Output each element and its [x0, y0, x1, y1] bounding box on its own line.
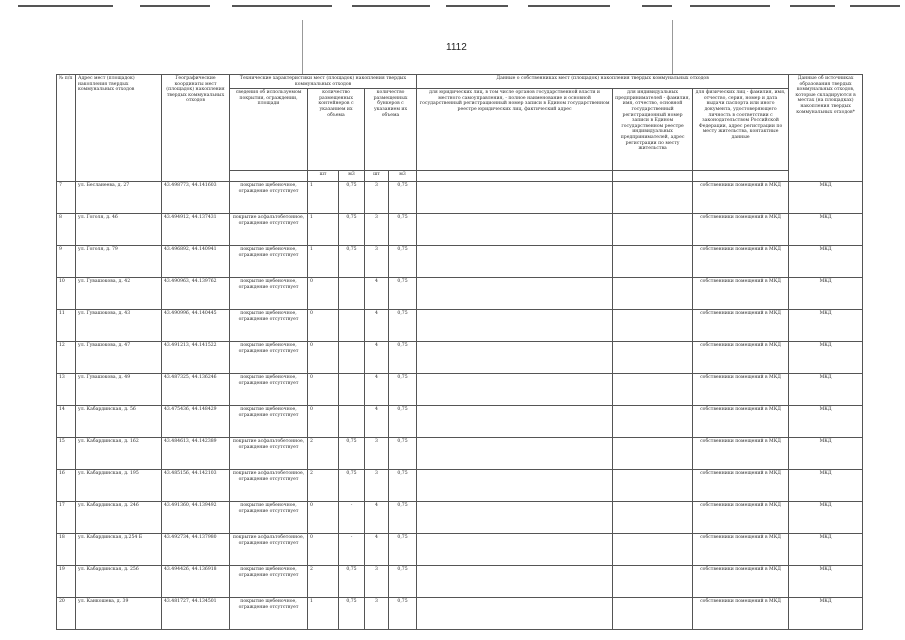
row-number: 7 — [57, 182, 76, 214]
row-owner: собственники помещений в МКД — [693, 374, 789, 406]
row-containers-count: 2 — [308, 470, 339, 502]
row-containers-count: 2 — [308, 566, 339, 598]
row-containers-count: 1 — [308, 598, 339, 630]
row-containers-volume: 0,75 — [339, 246, 365, 278]
row-surface: покрытие щебеночное, ограждение отсутствует — [230, 342, 308, 374]
row-source: МКД — [789, 214, 863, 246]
row-owner: собственники помещений в МКД — [693, 214, 789, 246]
scan-artifact — [790, 5, 835, 7]
row-address: ул. Кабардинская, д. 195 — [76, 470, 162, 502]
row-legal — [417, 278, 613, 310]
row-coords: 43.492734, 44.137980 — [162, 534, 230, 566]
row-coords: 43.490963, 44.139762 — [162, 278, 230, 310]
row-address: ул. Кабардинская, д. 246 — [76, 502, 162, 534]
row-containers-count: 0 — [308, 406, 339, 438]
row-containers-count: 1 — [308, 182, 339, 214]
row-source: МКД — [789, 534, 863, 566]
row-bunkers-count: 4 — [365, 278, 389, 310]
row-number: 16 — [57, 470, 76, 502]
header-coords: Географические координаты мест (площадок) накопления твердых коммунальных отходов — [162, 75, 230, 182]
row-number: 8 — [57, 214, 76, 246]
row-bunkers-count: 4 — [365, 342, 389, 374]
scan-artifact — [232, 5, 332, 7]
row-source: МКД — [789, 310, 863, 342]
scan-artifact — [446, 5, 508, 7]
row-owner: собственники помещений в МКД — [693, 566, 789, 598]
row-owner: собственники помещений в МКД — [693, 598, 789, 630]
row-surface: покрытие асфальтобетонное, ограждение отсутствует — [230, 534, 308, 566]
row-address: ул. Гоголя, д. 79 — [76, 246, 162, 278]
row-containers-volume: 0,75 — [339, 182, 365, 214]
row-owner: собственники помещений в МКД — [693, 406, 789, 438]
row-containers-volume: 0,75 — [339, 566, 365, 598]
row-ip — [613, 438, 693, 470]
row-containers-volume — [339, 342, 365, 374]
row-source: МКД — [789, 246, 863, 278]
row-owner: собственники помещений в МКД — [693, 342, 789, 374]
row-legal — [417, 342, 613, 374]
row-surface: покрытие щебеночное, ограждение отсутствует — [230, 246, 308, 278]
row-address: ул. Гувашокова, д. 49 — [76, 374, 162, 406]
row-bunkers-volume: 0,75 — [389, 470, 417, 502]
row-surface: покрытие щебеночное, ограждение отсутствует — [230, 566, 308, 598]
row-number: 13 — [57, 374, 76, 406]
row-number: 19 — [57, 566, 76, 598]
row-containers-volume: - — [339, 534, 365, 566]
unit-bunk-n: шт — [365, 171, 389, 182]
row-source: МКД — [789, 278, 863, 310]
row-containers-count: 0 — [308, 534, 339, 566]
row-number: 9 — [57, 246, 76, 278]
row-containers-volume: 0,75 — [339, 214, 365, 246]
row-owner: собственники помещений в МКД — [693, 438, 789, 470]
table-row — [57, 374, 863, 406]
row-coords: 43.487325, 44.136246 — [162, 374, 230, 406]
row-bunkers-volume: 0,75 — [389, 502, 417, 534]
row-containers-volume: 0,75 — [339, 438, 365, 470]
row-bunkers-count: 4 — [365, 534, 389, 566]
row-address: ул. Кабардинская, д.254 Б — [76, 534, 162, 566]
row-coords: 43.490996, 44.140445 — [162, 310, 230, 342]
row-source: МКД — [789, 566, 863, 598]
row-owner: собственники помещений в МКД — [693, 310, 789, 342]
row-bunkers-volume: 0,75 — [389, 246, 417, 278]
row-bunkers-volume: 0,75 — [389, 534, 417, 566]
row-surface: покрытие щебеночное, ограждение отсутствует — [230, 374, 308, 406]
row-address: ул. Кабардинская, д. 162 — [76, 438, 162, 470]
scan-artifact — [302, 20, 303, 74]
row-coords: 43.485156, 44.142103 — [162, 470, 230, 502]
row-legal — [417, 534, 613, 566]
row-bunkers-volume: 0,75 — [389, 374, 417, 406]
header-address: Адрес мест (площадок) накопления твердых коммунальных отходов — [76, 75, 162, 182]
row-number: 11 — [57, 310, 76, 342]
row-bunkers-volume: 0,75 — [389, 342, 417, 374]
row-coords: 43.498773, 44.141603 — [162, 182, 230, 214]
row-number: 10 — [57, 278, 76, 310]
row-number: 18 — [57, 534, 76, 566]
row-bunkers-count: 4 — [365, 502, 389, 534]
row-ip — [613, 406, 693, 438]
row-coords: 43.491213, 44.141522 — [162, 342, 230, 374]
row-legal — [417, 246, 613, 278]
row-ip — [613, 534, 693, 566]
row-source: МКД — [789, 374, 863, 406]
row-coords: 43.481727, 44.134501 — [162, 598, 230, 630]
row-ip — [613, 566, 693, 598]
table-row — [57, 534, 863, 566]
header-tech: Технические характеристики мест (площадок) накопления твердых коммунальных отходов — [230, 75, 417, 89]
row-bunkers-count: 3 — [365, 438, 389, 470]
table-row — [57, 342, 863, 374]
table-row — [57, 598, 863, 630]
scan-artifact — [850, 5, 900, 7]
row-containers-volume — [339, 278, 365, 310]
scan-artifact — [352, 5, 430, 7]
row-bunkers-volume: 0,75 — [389, 438, 417, 470]
row-surface: покрытие щебеночное, ограждение отсутствует — [230, 502, 308, 534]
scan-artifact — [140, 5, 210, 7]
page-number: 1112 — [446, 42, 467, 53]
table-row — [57, 470, 863, 502]
row-source: МКД — [789, 470, 863, 502]
row-coords: 43.494912, 44.137431 — [162, 214, 230, 246]
row-number: 15 — [57, 438, 76, 470]
row-surface: покрытие асфальтобетонное, ограждение отсутствует — [230, 438, 308, 470]
header-phys: для физических лиц - фамилия, имя, отчество, серия, номер и дата выдачи паспорта или иного документа, удостоверяющего личность в соответствии с законодательством Российской Федерации, адрес регистрации по месту жительства, контактные данные — [693, 89, 789, 171]
row-address: ул. Бесланеева, д. 27 — [76, 182, 162, 214]
scan-artifact — [18, 5, 113, 7]
table-row — [57, 502, 863, 534]
row-legal — [417, 374, 613, 406]
row-owner: собственники помещений в МКД — [693, 182, 789, 214]
row-containers-count: 0 — [308, 502, 339, 534]
row-owner: собственники помещений в МКД — [693, 534, 789, 566]
row-bunkers-count: 3 — [365, 182, 389, 214]
row-surface: покрытие щебеночное, ограждение отсутствует — [230, 598, 308, 630]
row-legal — [417, 182, 613, 214]
row-legal — [417, 566, 613, 598]
row-surface: покрытие щебеночное, ограждение отсутствует — [230, 182, 308, 214]
row-bunkers-count: 4 — [365, 310, 389, 342]
row-source: МКД — [789, 502, 863, 534]
row-bunkers-volume: 0,75 — [389, 214, 417, 246]
row-owner: собственники помещений в МКД — [693, 246, 789, 278]
table-row — [57, 438, 863, 470]
row-bunkers-count: 4 — [365, 374, 389, 406]
row-legal — [417, 214, 613, 246]
row-coords: 43.484613, 44.142389 — [162, 438, 230, 470]
scan-artifact — [690, 5, 770, 7]
row-address: ул. Гувашокова, д. 47 — [76, 342, 162, 374]
row-surface: покрытие щебеночное, ограждение отсутствует — [230, 406, 308, 438]
row-ip — [613, 470, 693, 502]
row-owner: собственники помещений в МКД — [693, 502, 789, 534]
row-address: ул. Канкошева, д. 39 — [76, 598, 162, 630]
row-containers-volume: - — [339, 502, 365, 534]
row-containers-volume — [339, 310, 365, 342]
unit-bunk-v: м3 — [389, 171, 417, 182]
row-ip — [613, 182, 693, 214]
header-row-1 — [57, 75, 863, 89]
unit-cont-v: м3 — [339, 171, 365, 182]
row-address: ул. Гувашокова, д. 42 — [76, 278, 162, 310]
table-row — [57, 182, 863, 214]
row-number: 20 — [57, 598, 76, 630]
row-surface: покрытие щебеночное, ограждение отсутствует — [230, 278, 308, 310]
row-surface: покрытие асфальтобетонное, ограждение отсутствует — [230, 470, 308, 502]
row-legal — [417, 502, 613, 534]
header-owners: Данные о собственниках мест (площадок) накопления твердых коммунальных отходов — [417, 75, 789, 89]
row-legal — [417, 438, 613, 470]
row-containers-count: 0 — [308, 310, 339, 342]
row-number: 14 — [57, 406, 76, 438]
table-row — [57, 246, 863, 278]
row-surface: покрытие щебеночное, ограждение отсутствует — [230, 310, 308, 342]
row-containers-count: 0 — [308, 342, 339, 374]
table-row — [57, 310, 863, 342]
row-containers-count: 1 — [308, 246, 339, 278]
row-containers-count: 0 — [308, 374, 339, 406]
row-ip — [613, 598, 693, 630]
row-address: ул. Гувашокова, д. 43 — [76, 310, 162, 342]
register-table — [56, 74, 863, 630]
row-bunkers-volume: 0,75 — [389, 278, 417, 310]
row-bunkers-count: 3 — [365, 246, 389, 278]
row-bunkers-volume: 0,75 — [389, 182, 417, 214]
row-bunkers-count: 3 — [365, 598, 389, 630]
row-source: МКД — [789, 406, 863, 438]
row-owner: собственники помещений в МКД — [693, 470, 789, 502]
row-number: 17 — [57, 502, 76, 534]
table-row — [57, 214, 863, 246]
row-legal — [417, 310, 613, 342]
scan-artifact — [642, 5, 672, 7]
row-containers-count: 0 — [308, 278, 339, 310]
row-ip — [613, 214, 693, 246]
header-containers: количество размещенных контейнеров с указанием их объема — [308, 89, 365, 171]
row-containers-count: 1 — [308, 214, 339, 246]
row-containers-count: 2 — [308, 438, 339, 470]
header-ip: для индивидуальных предпринимателей - фамилия, имя, отчество, основной государственный регистрационный номер записи в Едином государственном реестре индивидуальных предпринимателей, адрес регистрации по месту жительства — [613, 89, 693, 171]
row-bunkers-count: 3 — [365, 214, 389, 246]
header-sources: Данные об источниках образования твердых коммунальных отходов, которые складируются в местах (на площадках) накопления твердых коммунальных отходов* — [789, 75, 863, 182]
row-ip — [613, 246, 693, 278]
row-bunkers-count: 4 — [365, 406, 389, 438]
scan-artifact — [672, 20, 673, 74]
row-bunkers-volume: 0,75 — [389, 310, 417, 342]
row-address: ул. Кабардинская, д. 56 — [76, 406, 162, 438]
row-source: МКД — [789, 438, 863, 470]
header-surface: сведения об используемом покрытии, ограждении, площади — [230, 89, 308, 171]
row-legal — [417, 598, 613, 630]
row-address: ул. Кабардинская, д. 256 — [76, 566, 162, 598]
row-bunkers-count: 3 — [365, 470, 389, 502]
table-row — [57, 406, 863, 438]
row-containers-volume: 0,75 — [339, 470, 365, 502]
row-coords: 43.494426, 44.136918 — [162, 566, 230, 598]
row-legal — [417, 406, 613, 438]
table-row — [57, 278, 863, 310]
row-address: ул. Гоголя, д. 46 — [76, 214, 162, 246]
row-ip — [613, 310, 693, 342]
row-bunkers-count: 3 — [365, 566, 389, 598]
row-ip — [613, 278, 693, 310]
row-source: МКД — [789, 342, 863, 374]
header-num: № п/п — [57, 75, 76, 182]
row-bunkers-volume: 0,75 — [389, 406, 417, 438]
row-containers-volume: 0,75 — [339, 598, 365, 630]
scan-artifact — [528, 5, 610, 7]
row-surface: покрытие асфальтобетонное, ограждение отсутствует — [230, 214, 308, 246]
row-source: МКД — [789, 598, 863, 630]
row-ip — [613, 502, 693, 534]
row-ip — [613, 374, 693, 406]
row-bunkers-volume: 0,75 — [389, 566, 417, 598]
row-coords: 43.475436, 44.148429 — [162, 406, 230, 438]
row-legal — [417, 470, 613, 502]
table-row — [57, 566, 863, 598]
row-coords: 43.496892, 44.140941 — [162, 246, 230, 278]
row-number: 12 — [57, 342, 76, 374]
row-containers-volume — [339, 406, 365, 438]
header-legal: для юридических лиц, в том числе органов государственной власти и местного самоуправления, - полное наименование и основной государственный регистрационный номер записи в Едином государственном реестре юридических лиц, фактический адрес — [417, 89, 613, 171]
row-bunkers-volume: 0,75 — [389, 598, 417, 630]
row-source: МКД — [789, 182, 863, 214]
row-owner: собственники помещений в МКД — [693, 278, 789, 310]
unit-cont-n: шт — [308, 171, 339, 182]
row-coords: 43.491360, 44.139492 — [162, 502, 230, 534]
row-ip — [613, 342, 693, 374]
row-containers-volume — [339, 374, 365, 406]
header-bunkers: количество размещенных бункеров с указанием их объема — [365, 89, 417, 171]
